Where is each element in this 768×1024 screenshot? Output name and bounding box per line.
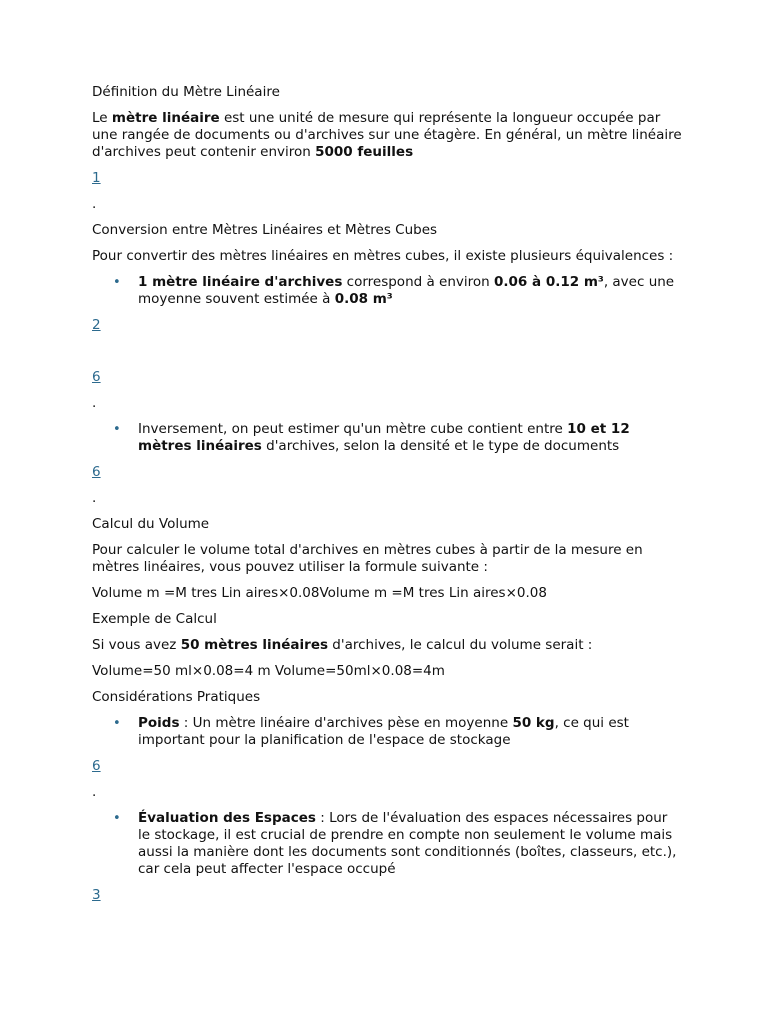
example-formula: Volume=50 ml×0.08=4 m Volume=50ml×0.08=4m [92,663,445,679]
text-run: , ce qui est important pour la planification de l'espace de stockage [138,715,629,748]
bold-term: 10 et 12 mètres linéaires [138,421,630,454]
text-run: : Lors de l'évaluation des espaces nécessaires pour le stockage, il est crucial de prendre en compte non seulement le volume mais aussi la manière dont les documents sont conditionnés (boîtes, classeurs, etc.), car cela peut affecter l'espace occupé [138,810,677,877]
text-run: est une unité de mesure qui représente la longueur occupée par une rangée de documents ou d'archives sur une étagère. En général, un mètre linéaire d'archives peut contenir environ [92,110,682,160]
bold-term: 50 kg [512,715,555,731]
text-run: Inversement, on peut estimer qu'un mètre cube contient entre [138,421,568,437]
bullet-list [92,715,682,749]
section-heading-example: Exemple de Calcul [92,611,217,627]
bold-term: mètre linéaire [111,110,220,126]
bullet-list [92,421,682,455]
dot-separator: . [92,784,97,800]
bullet-icon: • [113,422,121,437]
paragraph-conversion-intro: Pour convertir des mètres linéaires en mètres cubes, il existe plusieurs équivalences : [92,248,674,264]
paragraph-definition [92,110,682,161]
list-item [92,421,682,455]
bullet-icon: • [113,811,121,826]
reference-link[interactable]: 3 [92,887,101,903]
list-item [92,715,682,749]
reference-link[interactable]: 6 [92,758,101,774]
section-heading-considerations: Considérations Pratiques [92,689,261,705]
bullet-icon: • [113,275,121,290]
reference-link[interactable]: 6 [92,369,101,385]
bold-term: 1 mètre linéaire d'archives [138,274,343,290]
paragraph-example [92,637,682,654]
formula: Volume m =M tres Lin aires×0.08Volume m =M tres Lin aires×0.08 [92,585,547,601]
document-body [92,84,682,913]
bullet-icon: • [113,716,121,731]
bold-term: 50 mètres linéaires [180,637,329,653]
text-run: d'archives, selon la densité et le type de documents [261,438,620,454]
bold-term: Poids [138,715,180,731]
section-heading-conversion: Conversion entre Mètres Linéaires et Mètres Cubes [92,222,438,238]
bold-term: 0.08 m³ [334,291,393,307]
list-item [92,274,682,308]
list-item [92,810,682,878]
section-heading-definition: Définition du Mètre Linéaire [92,84,280,100]
bold-term: Évaluation des Espaces [138,810,316,826]
bullet-list [92,274,682,308]
text-run: : Un mètre linéaire d'archives pèse en moyenne [179,715,513,731]
reference-link[interactable]: 2 [92,317,101,333]
reference-link[interactable]: 6 [92,464,101,480]
paragraph-volume-intro: Pour calculer le volume total d'archives en mètres cubes à partir de la mesure en mètres linéaires, vous pouvez utiliser la formule suivante : [92,542,643,575]
dot-separator: . [92,395,97,411]
reference-link[interactable]: 1 [92,170,101,186]
section-heading-volume: Calcul du Volume [92,516,210,532]
bullet-list [92,810,682,878]
dot-separator: . [92,196,97,212]
text-run: d'archives, le calcul du volume serait : [328,637,593,653]
text-run: , avec une moyenne souvent estimée à [138,274,675,307]
dot-separator: . [92,490,97,506]
text-run: Le [92,110,112,126]
text-run: correspond à environ [342,274,495,290]
bold-term: 0.06 à 0.12 m³ [494,274,604,290]
text-run: Si vous avez [92,637,181,653]
bold-term: 5000 feuilles [315,144,414,160]
